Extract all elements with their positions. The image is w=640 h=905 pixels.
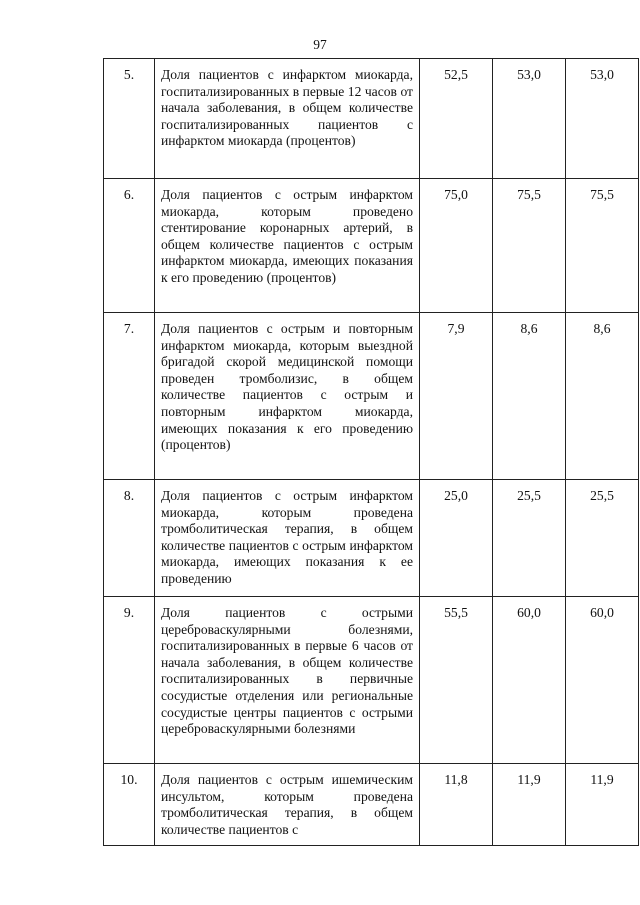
table-row (104, 480, 639, 597)
value-cell-1: 7,9 (420, 313, 493, 480)
indicator-description: Доля пациентов с острым и повторным инфарктом миокарда, которым выездной бригадой скорой медицинской помощи проведен тромболизис, в общем количестве пациентов с острым и повторным инфарктом миокарда, имеющих показания к его проведению (процентов) (155, 313, 420, 480)
indicators-table (103, 58, 639, 846)
table-row (104, 764, 639, 846)
value-cell-3: 11,9 (566, 764, 639, 846)
row-number: 9. (104, 597, 155, 764)
value-cell-3: 60,0 (566, 597, 639, 764)
value-cell-1: 75,0 (420, 179, 493, 313)
value-cell-1: 55,5 (420, 597, 493, 764)
table-row (104, 313, 639, 480)
row-number: 8. (104, 480, 155, 597)
table-row (104, 179, 639, 313)
value-cell-2: 75,5 (493, 179, 566, 313)
value-cell-3: 8,6 (566, 313, 639, 480)
value-cell-3: 75,5 (566, 179, 639, 313)
indicator-description: Доля пациентов с острым инфарктом миокарда, которым проведено стентирование коронарных артерий, в общем количестве пациентов с острым инфарктом миокарда, имеющих показания к его проведению (процентов) (155, 179, 420, 313)
value-cell-1: 25,0 (420, 480, 493, 597)
row-number: 6. (104, 179, 155, 313)
value-cell-2: 11,9 (493, 764, 566, 846)
indicator-description: Доля пациентов с инфарктом миокарда, госпитализированных в первые 12 часов от начала заболевания, в общем количестве госпитализированных пациентов с инфарктом миокарда (процентов) (155, 59, 420, 179)
value-cell-2: 60,0 (493, 597, 566, 764)
page-number: 97 (313, 37, 327, 52)
value-cell-2: 8,6 (493, 313, 566, 480)
row-number: 7. (104, 313, 155, 480)
value-cell-1: 52,5 (420, 59, 493, 179)
indicator-description: Доля пациентов с острыми цереброваскулярными болезнями, госпитализированных в первые 6 часов от начала заболевания, в общем количестве госпитализированных в первичные сосудистые отделения или региональные сосудистые центры пациентов с острыми цереброваскулярными болезнями (155, 597, 420, 764)
value-cell-2: 53,0 (493, 59, 566, 179)
row-number: 5. (104, 59, 155, 179)
value-cell-2: 25,5 (493, 480, 566, 597)
indicator-description: Доля пациентов с острым инфарктом миокарда, которым проведена тромболитическая терапия, в общем количестве пациентов с острым инфарктом миокарда, имеющих показания к ее проведению (155, 480, 420, 597)
value-cell-1: 11,8 (420, 764, 493, 846)
table-row (104, 59, 639, 179)
indicator-description: Доля пациентов с острым ишемическим инсультом, которым проведена тромболитическая терапия, в общем количестве пациентов с (155, 764, 420, 846)
row-number: 10. (104, 764, 155, 846)
value-cell-3: 25,5 (566, 480, 639, 597)
table-row (104, 597, 639, 764)
value-cell-3: 53,0 (566, 59, 639, 179)
